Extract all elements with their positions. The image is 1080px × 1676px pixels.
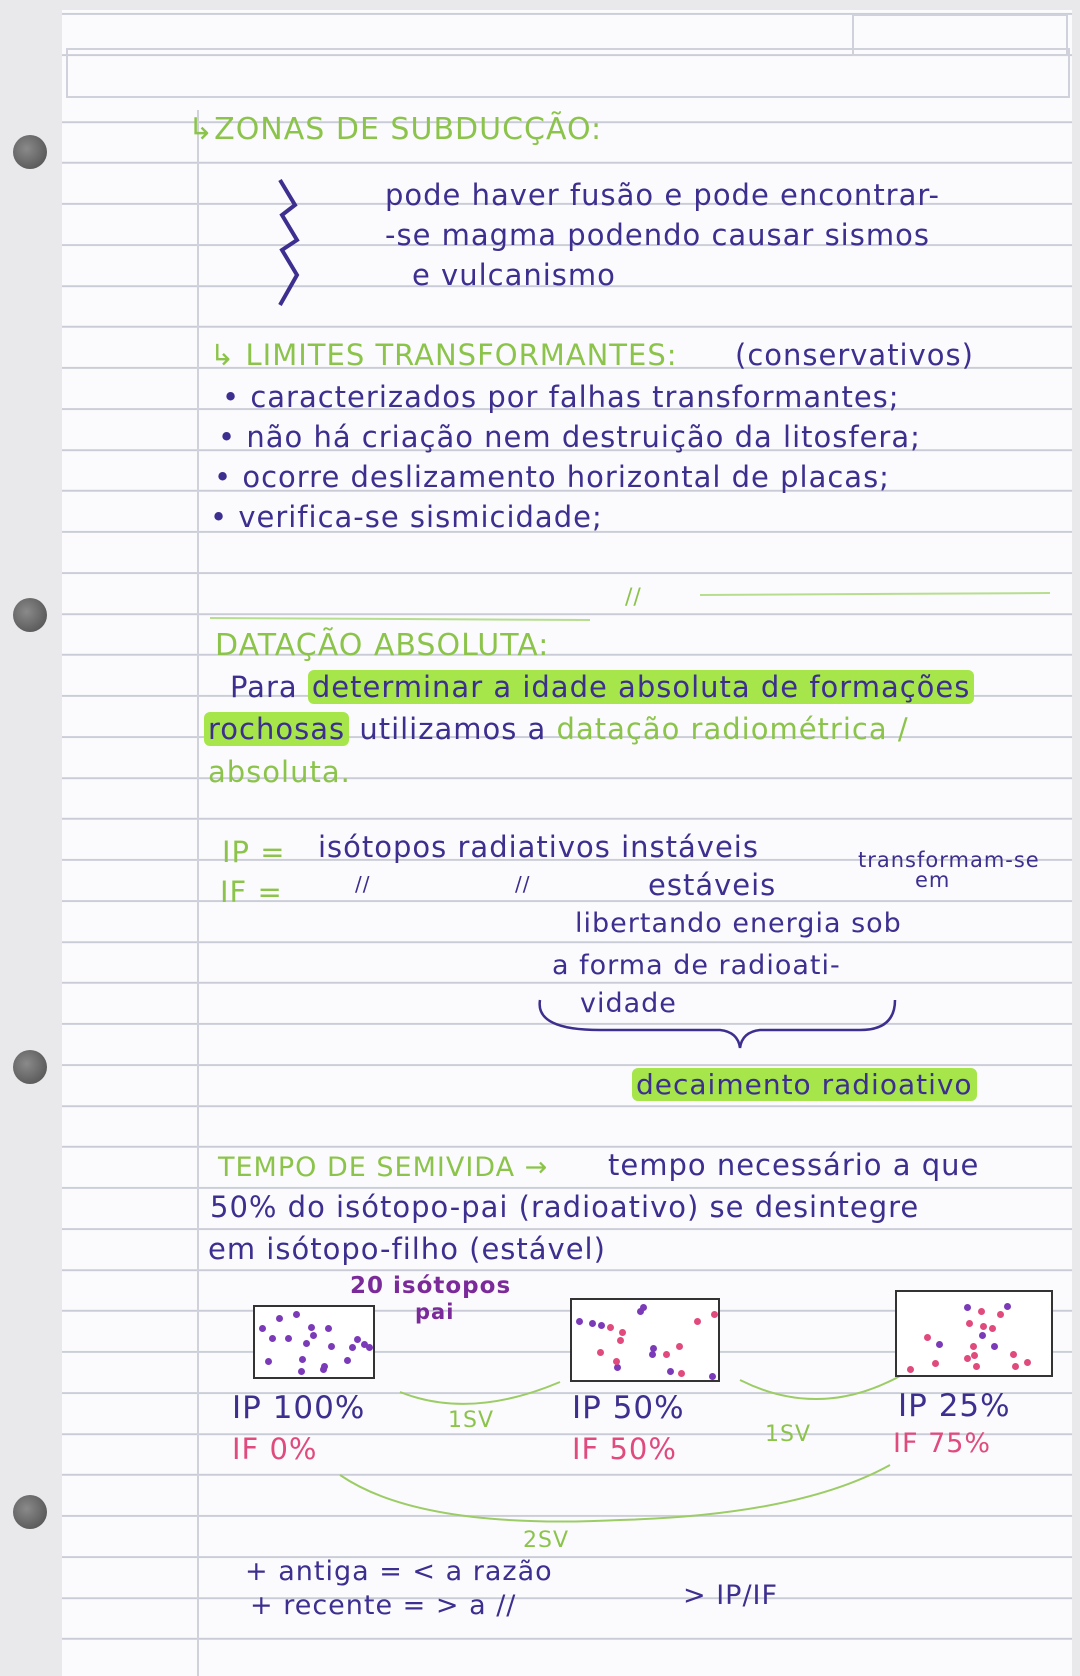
- daughter-isotope-dot: [1024, 1359, 1031, 1366]
- parent-isotope-dot: [354, 1336, 361, 1343]
- daughter-isotope-dot: [970, 1343, 977, 1350]
- stage-ip: IP 50%: [572, 1390, 685, 1426]
- daughter-isotope-dot: [973, 1363, 980, 1370]
- transform-note: (conservativos): [735, 338, 974, 372]
- parent-isotope-dot: [991, 1343, 998, 1350]
- conclusion-line: + recente = > a //: [250, 1590, 517, 1621]
- arrow-2sv: [340, 1465, 890, 1522]
- daughter-isotope-dot: [932, 1360, 939, 1367]
- stage-if: IF 0%: [232, 1432, 318, 1466]
- daughter-isotope-dot: [711, 1311, 718, 1318]
- daughter-isotope-dot: [1012, 1363, 1019, 1370]
- parent-isotope-dot: [298, 1368, 305, 1375]
- arrow-label: 1SV: [765, 1422, 812, 1447]
- parent-isotope-dot: [308, 1324, 315, 1331]
- daughter-isotope-dot: [978, 1308, 985, 1315]
- parent-note: pai: [415, 1300, 455, 1324]
- arrow-label: 1SV: [448, 1408, 495, 1433]
- parent-isotope-dot: [649, 1351, 656, 1358]
- release-line: libertando energia sob: [575, 908, 902, 939]
- parent-isotope-dot: [265, 1358, 272, 1365]
- dating-line: rochosas utilizamos a datação radiométrica /: [204, 712, 909, 746]
- transform-heading: ↳ LIMITES TRANSFORMANTES:: [210, 338, 678, 372]
- daughter-isotope-dot: [613, 1358, 620, 1365]
- daughter-isotope-dot: [607, 1324, 614, 1331]
- transform-note: transformam-se: [858, 848, 1040, 872]
- decay-label: decaimento radioativo: [632, 1068, 977, 1101]
- ip-definition: isótopos radiativos instáveis: [318, 830, 759, 864]
- daughter-isotope-dot: [597, 1349, 604, 1356]
- stage-if: IF 50%: [572, 1432, 677, 1466]
- isotope-box-stage-1: [253, 1305, 375, 1379]
- subduction-symbol: [280, 180, 297, 305]
- stage-ip: IP 25%: [898, 1388, 1011, 1424]
- parent-isotope-dot: [614, 1364, 621, 1371]
- parent-isotope-dot: [276, 1315, 283, 1322]
- transform-note: em: [915, 868, 951, 892]
- parent-isotope-dot: [293, 1311, 300, 1318]
- parent-isotope-dot: [667, 1368, 674, 1375]
- daughter-isotope-dot: [997, 1311, 1004, 1318]
- parent-note: 20 isótopos: [350, 1273, 512, 1299]
- daughter-isotope-dot: [678, 1370, 685, 1377]
- ratio-label: > IP/IF: [683, 1580, 779, 1611]
- arrow-label: 2SV: [523, 1528, 570, 1553]
- parent-isotope-dot: [321, 1363, 328, 1370]
- divider-line: [700, 593, 1050, 595]
- daughter-isotope-dot: [966, 1320, 973, 1327]
- daughter-isotope-dot: [694, 1318, 701, 1325]
- daughter-isotope-dot: [676, 1343, 683, 1350]
- halflife-definition: em isótopo-filho (estável): [208, 1232, 606, 1266]
- parent-isotope-dot: [269, 1335, 276, 1342]
- parent-isotope-dot: [709, 1373, 716, 1380]
- parent-isotope-dot: [576, 1318, 583, 1325]
- bullet-item: • verifica-se sismicidade;: [210, 500, 603, 534]
- parent-isotope-dot: [325, 1325, 332, 1332]
- isotope-box-stage-3: [895, 1290, 1053, 1377]
- if-label: IF =: [220, 875, 283, 909]
- ip-label: IP =: [222, 835, 286, 869]
- parent-isotope-dot: [328, 1343, 335, 1350]
- subduction-line: -se magma podendo causar sismos: [385, 218, 930, 252]
- daughter-isotope-dot: [617, 1337, 624, 1344]
- daughter-isotope-dot: [924, 1334, 931, 1341]
- daughter-isotope-dot: [907, 1366, 914, 1373]
- parent-isotope-dot: [303, 1340, 310, 1347]
- stage-if: IF 75%: [893, 1428, 992, 1459]
- parent-isotope-dot: [259, 1325, 266, 1332]
- parent-isotope-dot: [936, 1341, 943, 1348]
- arrow-1sv-1: [400, 1382, 560, 1404]
- halflife-heading: TEMPO DE SEMIVIDA →: [218, 1152, 549, 1183]
- isotope-box-stage-2: [570, 1298, 720, 1382]
- stage-ip: IP 100%: [232, 1390, 366, 1426]
- daughter-isotope-dot: [619, 1329, 626, 1336]
- parent-isotope-dot: [589, 1320, 596, 1327]
- subduction-line: e vulcanismo: [412, 258, 616, 292]
- dating-line: Para determinar a idade absoluta de formações: [230, 670, 974, 704]
- bullet-item: • ocorre deslizamento horizontal de placas;: [214, 460, 890, 494]
- conclusion-line: + antiga = < a razão: [245, 1556, 553, 1587]
- halflife-definition: 50% do isótopo-pai (radioativo) se desintegre: [210, 1190, 920, 1224]
- parent-isotope-dot: [285, 1335, 292, 1342]
- parent-isotope-dot: [344, 1357, 351, 1364]
- daughter-isotope-dot: [964, 1355, 971, 1362]
- daughter-isotope-dot: [663, 1351, 670, 1358]
- divider-line: [210, 618, 590, 620]
- daughter-isotope-dot: [980, 1323, 987, 1330]
- if-definition: estáveis: [648, 868, 777, 902]
- arrow-1sv-2: [740, 1376, 900, 1399]
- parent-isotope-dot: [640, 1304, 647, 1311]
- ditto-mark: //: [355, 872, 371, 896]
- release-line: a forma de radioati-: [552, 950, 841, 981]
- parent-isotope-dot: [361, 1341, 368, 1348]
- halflife-definition: tempo necessário a que: [608, 1148, 980, 1182]
- parent-isotope-dot: [299, 1356, 306, 1363]
- daughter-isotope-dot: [989, 1325, 996, 1332]
- parent-isotope-dot: [1004, 1303, 1011, 1310]
- daughter-isotope-dot: [1010, 1351, 1017, 1358]
- subduction-heading: ↳ZONAS DE SUBDUCÇÃO:: [188, 112, 603, 147]
- parent-isotope-dot: [310, 1332, 317, 1339]
- release-line: vidade: [580, 988, 677, 1019]
- parent-isotope-dot: [598, 1322, 605, 1329]
- bullet-item: • não há criação nem destruição da litosfera;: [218, 420, 921, 454]
- parent-isotope-dot: [964, 1304, 971, 1311]
- bullet-item: • caracterizados por falhas transformantes;: [222, 380, 900, 414]
- ditto-mark: //: [515, 872, 531, 896]
- divider-mark: //: [625, 585, 642, 610]
- parent-isotope-dot: [349, 1344, 356, 1351]
- daughter-isotope-dot: [971, 1352, 978, 1359]
- subduction-line: pode haver fusão e pode encontrar-: [385, 178, 940, 212]
- dating-heading: DATAÇÃO ABSOLUTA:: [215, 628, 550, 663]
- dating-line: absoluta.: [208, 755, 351, 789]
- parent-isotope-dot: [979, 1332, 986, 1339]
